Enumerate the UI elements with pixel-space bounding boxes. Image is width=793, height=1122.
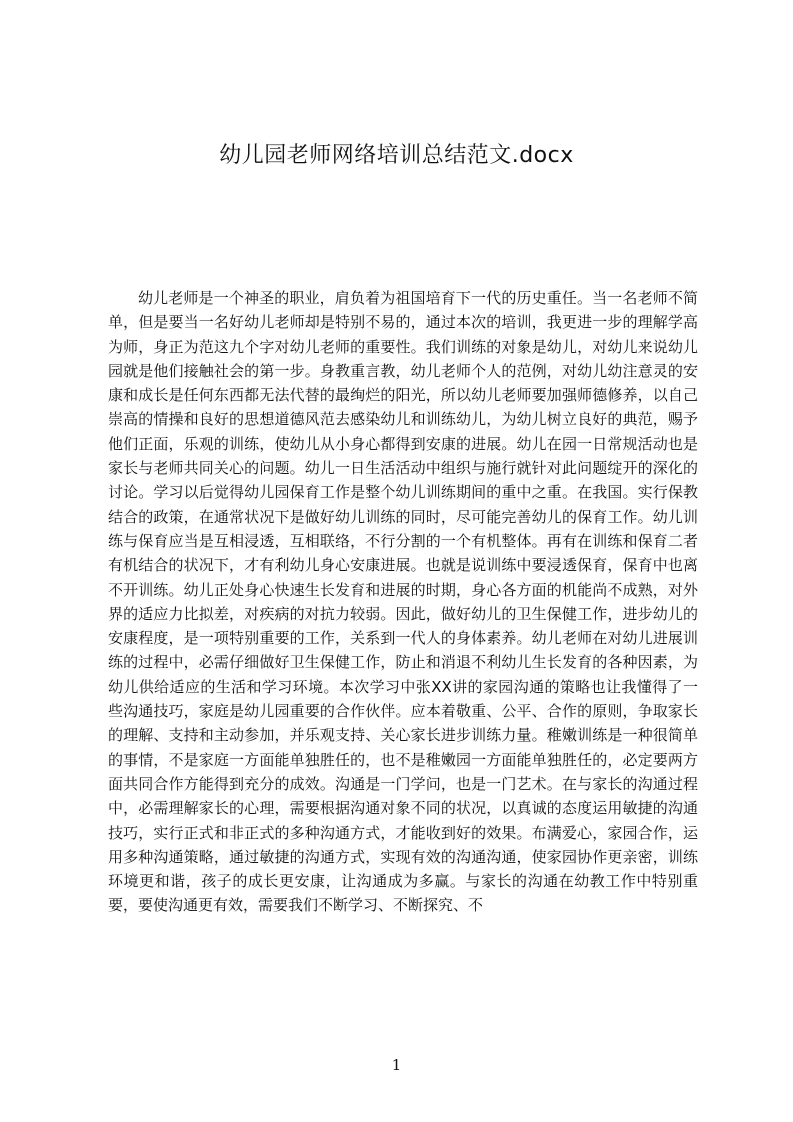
page-number: 1: [391, 1056, 402, 1074]
body-paragraph: 幼儿老师是一个神圣的职业，肩负着为祖国培育下一代的历史重任。当一名老师不简单，但是要当一名好幼儿老师却是特别不易的，通过本次的培训，我更进一步的理解学高为师，身正为范这九个字对幼儿老师的重要性。我们训练的对象是幼儿，对幼儿来说幼儿园就是他们接触社会的第一步。身教重言教，幼儿老师个人的范例，对幼儿幼注意灵的安康和成长是任何东西都无法代替的最绚烂的阳光，所以幼儿老师要加强师德修养，以自己崇高的情操和良好的思想道德风范去感染幼儿和训练幼儿，为幼儿树立良好的典范，赐予他们正面，乐观的训练，使幼儿从小身心都得到安康的进展。幼儿在园一日常规活动也是家长与老师共同关心的问题。幼儿一日生活活动中组织与施行就针对此问题绽开的深化的讨论。学习以后觉得幼儿园保育工作是整个幼儿训练期间的重中之重。在我国。实行保教结合的政策，在通常状况下是做好幼儿训练的同时，尽可能完善幼儿的保育工作。幼儿训练与保育应当是互相浸透，互相联络，不行分割的一个有机整体。再有在训练和保育二者有机结合的状况下，才有利幼儿身心安康进展。也就是说训练中要浸透保育，保育中也离不开训练。幼儿正处身心快速生长发育和进展的时期，身心各方面的机能尚不成熟，对外界的适应力比拟差，对疾病的对抗力较弱。因此，做好幼儿的卫生保健工作，进步幼儿的安康程度，是一项特别重要的工作，关系到一代人的身体素养。幼儿老师在对幼儿进展训练的过程中，必需仔细做好卫生保健工作，防止和消退不利幼儿生长发育的各种因素，为幼儿供给适应的生活和学习环境。本次学习中张XX讲的家园沟通的策略也让我懂得了一些沟通技巧，家庭是幼儿园重要的合作伙伴。应本着敬重、公平、合作的原则，争取家长的理解、支持和主动参加，并乐观支持、关心家长进步训练力量。稚嫩训练是一种很简单的事情，不是家庭一方面能单独胜任的，也不是稚嫩园一方面能单独胜任的，必定要两方面共同合作方能得到充分的成效。沟通是一门学问，也是一门艺术。在与家长的沟通过程中，必需理解家长的心理，需要根据沟通对象不同的状况，以真诚的态度运用敏捷的沟通技巧，实行正式和非正式的多种沟通方式，才能收到好的效果。布满爱心，家园合作，运用多种沟通策略，通过敏捷的沟通方式，实现有效的沟通沟通，使家园协作更亲密，训练环境更和谐，孩子的成长更安康，让沟通成为多赢。与家长的沟通在幼教工作中特别重要，要使沟通更有效，需要我们不断学习、不断探究、不: [108, 289, 698, 915]
document-title: 幼儿园老师网络培训总结范文.docx: [219, 143, 574, 168]
